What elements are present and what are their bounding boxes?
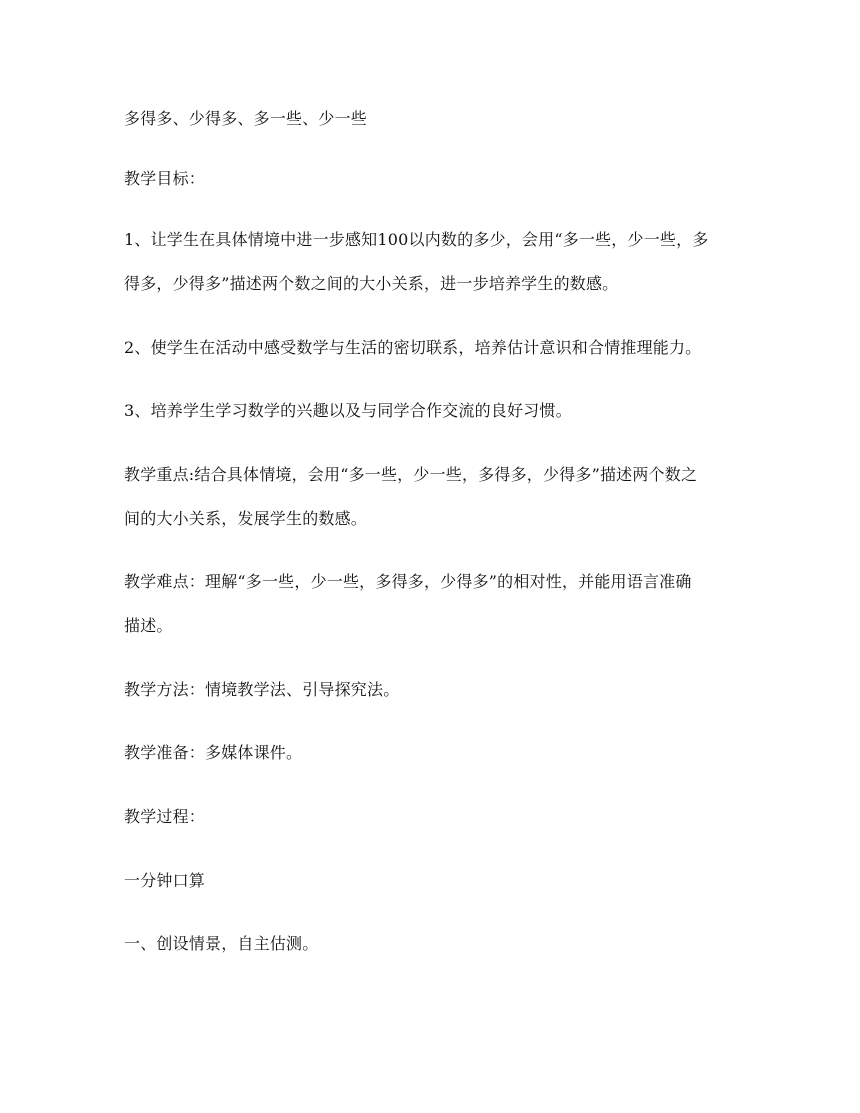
document-title: 多得多、少得多、多一些、少一些: [124, 109, 368, 128]
step-oral-arithmetic: 一分钟口算: [124, 871, 206, 890]
goals-heading: 教学目标：: [124, 169, 206, 188]
difficulty-line-1: 教学难点：理解“多一些，少一些，多得多，少得多”的相对性，并能用语言准确: [124, 572, 692, 591]
step-1: 一、创设情景，自主估测。: [124, 934, 319, 953]
process-heading: 教学过程：: [124, 807, 206, 826]
goal-3: 3、培养学生学习数学的兴趣以及与同学合作交流的良好习惯。: [124, 401, 572, 420]
goal-2: 2、使学生在活动中感受数学与生活的密切联系，培养估计意识和合情推理能力。: [124, 338, 702, 357]
key-point-line-2: 间的大小关系，发展学生的数感。: [124, 509, 368, 528]
difficulty-line-2: 描述。: [124, 616, 173, 635]
teaching-method: 教学方法：情境教学法、引导探究法。: [124, 680, 400, 699]
key-point-line-1: 教学重点:结合具体情境，会用“多一些，少一些，多得多，少得多”描述两个数之: [124, 465, 698, 484]
teaching-preparation: 教学准备：多媒体课件。: [124, 743, 303, 762]
goal-1-line-1: 1、让学生在具体情境中进一步感知100以内数的多少，会用“多一些，少一些，多: [124, 230, 709, 249]
goal-1-line-2: 得多，少得多”描述两个数之间的大小关系，进一步培养学生的数感。: [124, 274, 619, 293]
